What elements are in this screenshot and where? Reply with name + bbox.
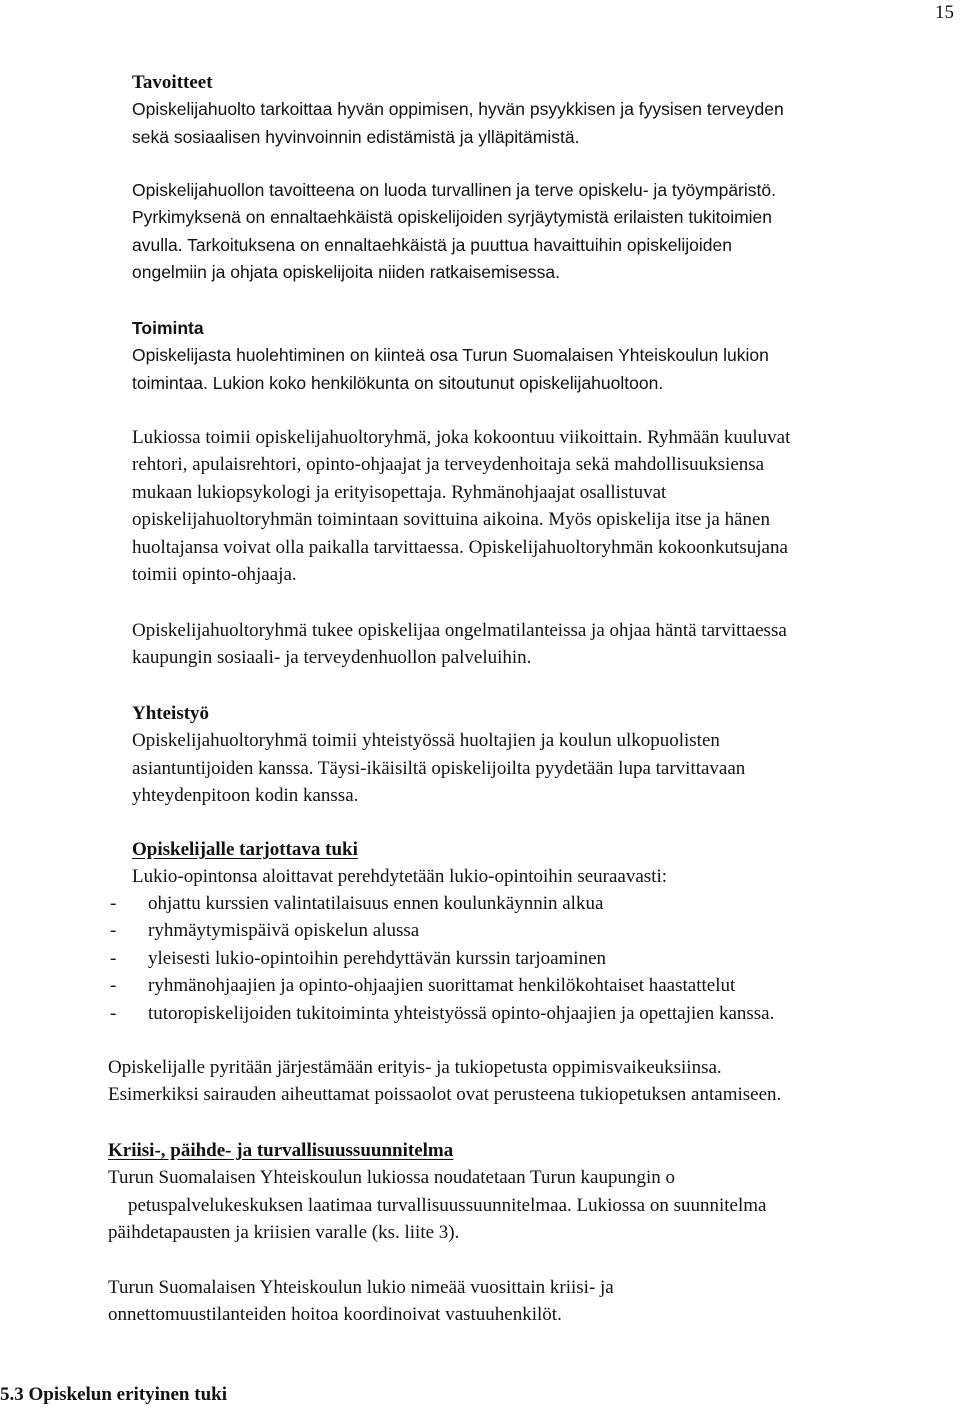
paragraph-line: Pyrkimyksenä on ennaltaehkäistä opiskelijoiden syrjäytymistä erilaisten tukitoimien	[132, 207, 773, 228]
tuki-paragraph-2	[108, 1054, 781, 1109]
page-number: 15	[935, 2, 954, 23]
paragraph-line: opiskelijahuoltoryhmän toimintaan sovittuina aikoina. Myös opiskelija itse ja hänen	[132, 509, 770, 531]
tuki-heading: Opiskelijalle tarjottava tuki	[132, 839, 358, 860]
paragraph-line: asiantuntijoiden kanssa. Täysi-ikäisiltä opiskelijoilta pyydetään lupa tarvittavaan	[132, 757, 746, 779]
toiminta-paragraph-2	[132, 424, 790, 588]
paragraph-line: yhteydenpitoon kodin kanssa.	[132, 785, 359, 807]
tuki-heading-block	[132, 836, 667, 891]
paragraph-line: Opiskelijahuollon tavoitteena on luoda turvallinen ja terve opiskelu- ja työympäristö.	[132, 180, 776, 200]
toiminta-paragraph-3	[132, 617, 787, 672]
dash: -	[110, 920, 117, 942]
kriisi-paragraph-2	[108, 1274, 614, 1329]
list-item: - tutoropiskelijoiden tukitoiminta yhteistyössä opinto-ohjaajien ja opettajien kanssa.	[108, 1000, 774, 1027]
paragraph-line: Opiskelijahuoltoryhmä toimii yhteistyössä huoltajien ja koulun ulkopuolisten	[132, 730, 720, 752]
list-item: - yleisesti lukio-opintoihin perehdyttävän kurssin tarjoaminen	[108, 945, 774, 972]
paragraph-line: ongelmiin ja ohjata opiskelijoita niiden ratkaisemisessa.	[132, 262, 561, 283]
dash: -	[110, 1002, 117, 1024]
paragraph-line: toimintaa. Lukion koko henkilökunta on sitoutunut opiskelijahuoltoon.	[132, 372, 664, 393]
list-item: - ohjattu kurssien valintatilaisuus ennen koulunkäynnin alkua	[108, 890, 774, 917]
dash: -	[110, 975, 117, 997]
yhteistyo-section	[132, 700, 745, 810]
paragraph-line: avulla. Tarkoituksena on ennaltaehkäistä ja puuttua havaittuihin opiskelijoiden	[132, 234, 732, 255]
paragraph-line: Turun Suomalaisen Yhteiskoulun lukiossa noudatetaan Turun kaupungin o	[108, 1167, 675, 1189]
paragraph-line: Opiskelijahuolto tarkoittaa hyvän oppimisen, hyvän psyykkisen ja fyysisen terveyden	[132, 99, 784, 120]
tavoitteet-section	[132, 69, 784, 151]
dash: -	[110, 947, 117, 969]
list-item: - ryhmäytymispäivä opiskelun alussa	[108, 917, 774, 944]
paragraph-line: toimii opinto-ohjaaja.	[132, 564, 297, 586]
paragraph-line: Opiskelijahuoltoryhmä tukee opiskelijaa ongelmatilanteissa ja ohjaa häntä tarvittaessa	[132, 620, 787, 641]
kriisi-section	[108, 1137, 767, 1247]
paragraph-line: päihdetapausten ja kriisien varalle (ks. liite 3).	[108, 1222, 460, 1244]
paragraph-line: Opiskelijalle pyritään järjestämään erityis- ja tukiopetusta oppimisvaikeuksiinsa.	[108, 1057, 722, 1078]
tuki-list	[108, 890, 774, 1027]
toiminta-section	[132, 315, 769, 397]
paragraph-line: mukaan lukiopsykologi ja erityisopettaja. Ryhmänohjaajat osallistuvat	[132, 481, 667, 503]
paragraph-line: kaupungin sosiaali- ja terveydenhuollon palveluihin.	[132, 647, 532, 669]
paragraph-line: petuspalvelukeskuksen laatimaa turvallisuussuunnitelmaa. Lukiossa on suunnitelma	[128, 1194, 767, 1216]
paragraph-line: onnettomuustilanteiden hoitoa koordinoivat vastuuhenkilöt.	[108, 1304, 562, 1326]
next-section-title: 5.3 Opiskelun erityinen tuki	[0, 1384, 227, 1405]
dash: -	[110, 893, 117, 914]
yhteistyo-heading: Yhteistyö	[132, 703, 210, 724]
paragraph-line: Lukiossa toimii opiskelijahuoltoryhmä, joka kokoontuu viikoittain. Ryhmään kuuluvat	[132, 427, 791, 448]
paragraph-line: rehtori, apulaisrehtori, opinto-ohjaajat ja terveydenhoitaja sekä mahdollisuuksiensa	[132, 454, 765, 476]
paragraph-line: Opiskelijasta huolehtiminen on kiinteä osa Turun Suomalaisen Yhteiskoulun lukion	[132, 345, 769, 366]
tavoitteet-heading: Tavoitteet	[132, 72, 213, 93]
tuki-intro: Lukio-opintonsa aloittavat perehdytetään lukio-opintoihin seuraavasti:	[132, 866, 668, 888]
paragraph-line: Turun Suomalaisen Yhteiskoulun lukio nimeää vuosittain kriisi- ja	[108, 1277, 614, 1298]
kriisi-heading: Kriisi-, päihde- ja turvallisuussuunnitelma	[108, 1140, 454, 1161]
paragraph-line: sekä sosiaalisen hyvinvoinnin edistämistä ja ylläpitämistä.	[132, 126, 580, 147]
toiminta-heading: Toiminta	[132, 318, 204, 338]
paragraph-line: Esimerkiksi sairauden aiheuttamat poissaolot ovat perusteena tukiopetuksen antamiseen.	[108, 1084, 782, 1106]
list-item: - ryhmänohjaajien ja opinto-ohjaajien suorittamat henkilökohtaiset haastattelut	[108, 972, 774, 999]
tavoitteet-paragraph-2	[132, 177, 776, 287]
paragraph-line: huoltajansa voivat olla paikalla tarvittaessa. Opiskelijahuoltoryhmän kokoonkutsujana	[132, 536, 788, 558]
